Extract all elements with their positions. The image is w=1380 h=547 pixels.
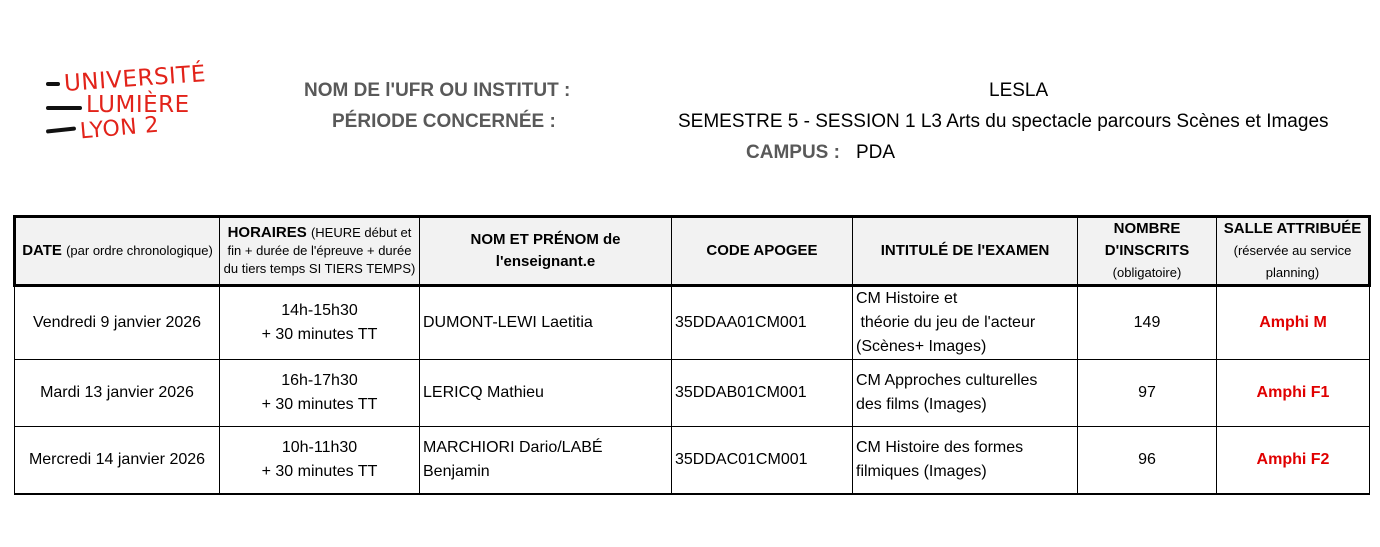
ufr-value: LESLA: [989, 80, 1049, 101]
logo-bar: [46, 106, 82, 110]
logo-line-2: LUMIÈRE: [86, 92, 190, 118]
col-header-code: CODE APOGEE: [672, 217, 853, 286]
campus-label: CAMPUS :: [746, 142, 840, 163]
col-header-salle: SALLE ATTRIBUÉE (réservée au service planning): [1217, 217, 1370, 286]
cell-code: 35DDAA01CM001: [672, 286, 853, 360]
col-header-sub: (réservée au service planning): [1233, 243, 1352, 280]
col-header-sub: (HEURE début et fin + durée de l'épreuve + durée du tiers temps SI TIERS TEMPS): [223, 225, 416, 276]
cell-horaire: 14h-15h30 + 30 minutes TT: [220, 286, 420, 360]
cell-intitule: CM Approches culturelles des films (Images): [853, 360, 1078, 427]
cell-code: 35DDAB01CM001: [672, 360, 853, 427]
cell-horaire: 16h-17h30 + 30 minutes TT: [220, 360, 420, 427]
col-header-sub: (par ordre chronologique): [66, 243, 213, 258]
col-header-intitule: INTITULÉ DE l'EXAMEN: [853, 217, 1078, 286]
cell-salle: Amphi F2: [1217, 427, 1370, 495]
logo-bar: [46, 82, 60, 86]
cell-inscrits: 149: [1078, 286, 1217, 360]
logo-bar: [46, 126, 76, 133]
cell-date: Mardi 13 janvier 2026: [15, 360, 220, 427]
table-header-row: [15, 217, 1370, 286]
cell-date: Vendredi 9 janvier 2026: [15, 286, 220, 360]
ufr-label: NOM DE l'UFR OU INSTITUT :: [304, 80, 571, 101]
cell-inscrits: 96: [1078, 427, 1217, 495]
campus-value: PDA: [856, 142, 896, 163]
cell-horaire: 10h-11h30 + 30 minutes TT: [220, 427, 420, 495]
col-header-inscrits: NOMBRE D'INSCRITS (obligatoire): [1078, 217, 1217, 286]
university-logo: [44, 61, 207, 152]
cell-enseignant: MARCHIORI Dario/LABÉ Benjamin: [420, 427, 672, 495]
table-row: [15, 286, 1370, 360]
cell-intitule: CM Histoire et théorie du jeu de l'acteur (Scènes+ Images): [853, 286, 1078, 360]
periode-label: PÉRIODE CONCERNÉE :: [332, 111, 556, 132]
col-header-enseignant: NOM ET PRÉNOM de l'enseignant.e: [420, 217, 672, 286]
cell-salle: Amphi F1: [1217, 360, 1370, 427]
table-row: [15, 427, 1370, 495]
cell-date: Mercredi 14 janvier 2026: [15, 427, 220, 495]
cell-inscrits: 97: [1078, 360, 1217, 427]
cell-salle: Amphi M: [1217, 286, 1370, 360]
exam-table: [13, 215, 1371, 495]
col-header-date: DATE (par ordre chronologique): [15, 217, 220, 286]
logo-line-1: UNIVERSITÉ: [63, 61, 207, 97]
table-row: [15, 360, 1370, 427]
periode-value: SEMESTRE 5 - SESSION 1 L3 Arts du spectacle parcours Scènes et Images: [678, 111, 1329, 132]
cell-enseignant: DUMONT-LEWI Laetitia: [420, 286, 672, 360]
col-header-sub: (obligatoire): [1112, 265, 1182, 280]
logo-line-3: LYON 2: [79, 112, 161, 145]
cell-code: 35DDAC01CM001: [672, 427, 853, 495]
cell-intitule: CM Histoire des formes filmiques (Images): [853, 427, 1078, 495]
col-header-horaires: HORAIRES (HEURE début et fin + durée de l'épreuve + durée du tiers temps SI TIERS TEMPS): [220, 217, 420, 286]
cell-enseignant: LERICQ Mathieu: [420, 360, 672, 427]
